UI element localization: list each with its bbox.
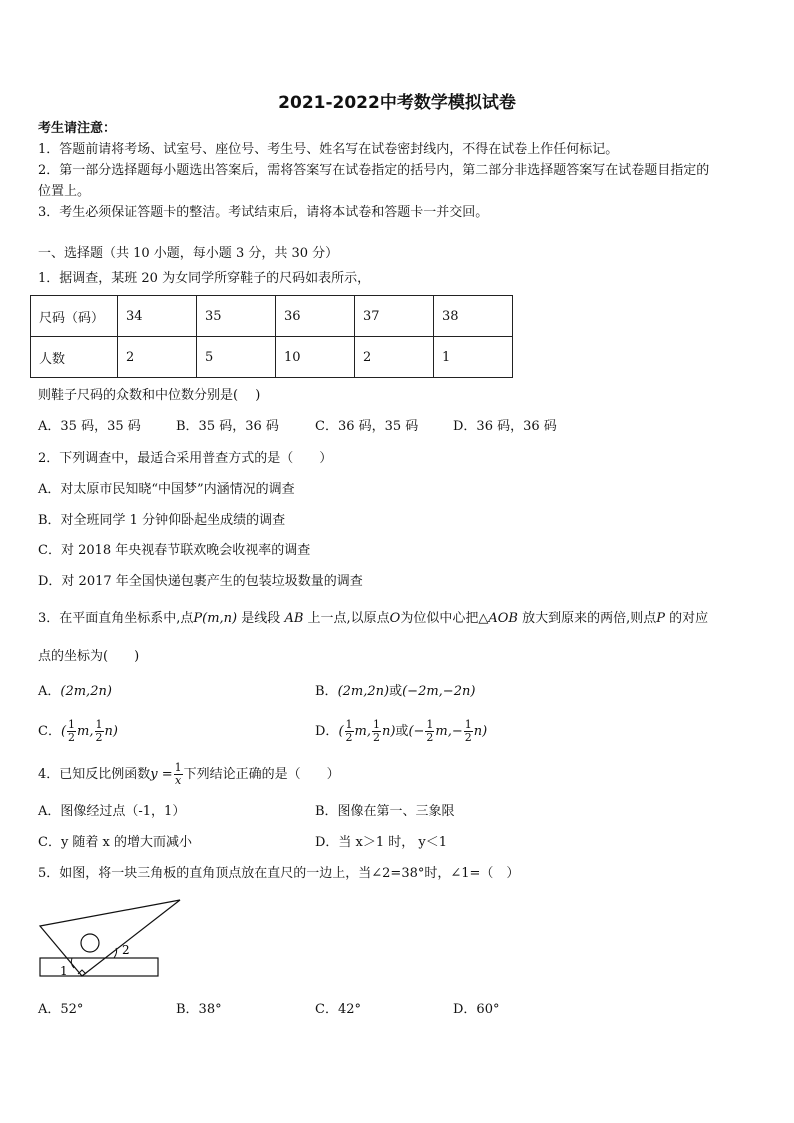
q3-stem — [38, 610, 708, 628]
table-cell: 2 — [355, 337, 434, 378]
notice-item: 位置上。 — [38, 184, 91, 199]
q3-option-a — [38, 683, 112, 701]
section-heading: 一、选择题（共 10 小题，每小题 3 分，共 30 分） — [38, 246, 339, 261]
q4-option-b: B．图像在第一、三象限 — [315, 804, 455, 819]
triangle-hole — [81, 934, 99, 952]
q5-stem: 5．如图，将一块三角板的直角顶点放在直尺的一边上，当∠2=38°时，∠1=（ ） — [38, 866, 520, 881]
q2-option-d: D．对 2017 年全国快递包裹产生的包装垃圾数量的调查 — [38, 574, 363, 589]
notice-item: 2．第一部分选择题每小题选出答案后，需将答案写在试卷指定的括号内，第二部分非选择题答案写在试卷题目指定的 — [38, 163, 710, 178]
q5-option-c: C．42° — [315, 1002, 361, 1017]
option-math: (2m,2n) — [60, 684, 112, 699]
option-or: 或 — [389, 684, 403, 699]
q3-text: 的对应 — [669, 611, 709, 626]
q3-segment: AB — [284, 611, 304, 626]
angle-1-label: 1 — [60, 964, 68, 978]
q3-text: 上一点,以原点 — [307, 611, 390, 626]
q1-stem: 1．据调查，某班 20 为女同学所穿鞋子的尺码如表所示， — [38, 271, 371, 286]
fraction: $\frac{1}{2}$ — [345, 718, 353, 744]
table-cell: 尺码（码） — [31, 296, 118, 337]
q3-option-d: D．( $\frac{1}{2}$ m, $\frac{1}{2}$ n)或(− $\frac{1}{2}$ m,− $\frac{1}{2}$ n) — [315, 718, 488, 744]
option-label: D． — [315, 724, 339, 739]
q3-text: 为位似中心把 — [400, 611, 479, 626]
fraction: $\frac{1}{2}$ — [426, 718, 434, 744]
fraction: $\frac{1}{x}$ — [174, 761, 182, 787]
option-label: A． — [38, 684, 61, 699]
q4-option-c: C．y 随着 x 的增大而减小 — [38, 835, 193, 850]
table-cell: 35 — [197, 296, 276, 337]
q3-origin: O — [389, 611, 401, 626]
q3-p: P — [656, 611, 665, 626]
notice-item: 3．考生必须保证答题卡的整洁。考试结束后，请将本试卷和答题卡一并交回。 — [38, 205, 489, 220]
q1-option-b: B．35 码，36 码 — [176, 419, 279, 434]
table-cell: 人数 — [31, 337, 118, 378]
q2-option-a: A．对太原市民知晓“中国梦”内涵情况的调查 — [38, 482, 295, 497]
q4-text: 下列结论正确的是（ ） — [183, 767, 340, 782]
table-cell: 38 — [434, 296, 513, 337]
q4-equation: y = — [150, 767, 173, 782]
fraction: $\frac{1}{2}$ — [372, 718, 380, 744]
angle-2-label: 2 — [122, 943, 130, 957]
option-label: B． — [315, 684, 338, 699]
q1-question: 则鞋子尺码的众数和中位数分别是( ) — [38, 388, 261, 403]
table-cell: 36 — [276, 296, 355, 337]
fraction: $\frac{1}{2}$ — [68, 718, 76, 744]
q5-option-b: B．38° — [176, 1002, 222, 1017]
shoe-size-table — [30, 295, 513, 378]
q4-option-a: A．图像经过点（-1，1） — [38, 804, 186, 819]
table-cell: 37 — [355, 296, 434, 337]
table-cell: 34 — [118, 296, 197, 337]
table-cell: 5 — [197, 337, 276, 378]
q4-text: 4．已知反比例函数 — [38, 767, 151, 782]
table-cell: 1 — [434, 337, 513, 378]
q3-text: 3．在平面直角坐标系中,点 — [38, 611, 194, 626]
q5-option-d: D．60° — [453, 1002, 500, 1017]
q2-option-c: C．对 2018 年央视春节联欢晚会收视率的调查 — [38, 543, 311, 558]
q1-option-a: A．35 码，35 码 — [38, 419, 141, 434]
q4-option-d: D．当 x＞1 时， y＜1 — [315, 835, 448, 850]
table-cell: 10 — [276, 337, 355, 378]
q3-option-c: C．( $\frac{1}{2}$ m, $\frac{1}{2}$ n) — [38, 718, 118, 744]
q2-option-b: B．对全班同学 1 分钟仰卧起坐成绩的调查 — [38, 513, 286, 528]
notice-heading: 考生请注意： — [38, 121, 117, 136]
fraction: $\frac{1}{2}$ — [95, 718, 103, 744]
option-math: (−2m,−2n) — [402, 684, 476, 699]
option-or: 或 — [395, 724, 409, 739]
exam-title: 2021-2022中考数学模拟试卷 — [278, 93, 516, 113]
q2-stem: 2．下列调查中，最适合采用普查方式的是（ ） — [38, 451, 333, 466]
fraction: $\frac{1}{2}$ — [464, 718, 472, 744]
table-cell: 2 — [118, 337, 197, 378]
q3-stem-2: 点的坐标为( ) — [38, 649, 140, 664]
q3-point: P(m,n) — [193, 611, 238, 626]
table-row — [31, 296, 513, 337]
option-label: C． — [38, 724, 61, 739]
table-row — [31, 337, 513, 378]
q5-option-a: A．52° — [38, 1002, 84, 1017]
q4-stem — [38, 758, 340, 792]
q1-option-c: C．36 码，35 码 — [315, 419, 419, 434]
notice-item: 1．答题前请将考场、试室号、座位号、考生号、姓名写在试卷密封线内，不得在试卷上作任何标记。 — [38, 142, 619, 157]
q3-text: 放大到原来的两倍,则点 — [522, 611, 657, 626]
q3-triangle: △AOB — [478, 611, 518, 626]
q1-option-d: D．36 码，36 码 — [453, 419, 557, 434]
ruler-shape — [40, 958, 158, 976]
q3-text: 是线段 — [241, 611, 281, 626]
q3-option-b — [315, 683, 475, 701]
option-math: (2m,2n) — [337, 684, 390, 699]
triangle-ruler-figure — [38, 896, 188, 980]
